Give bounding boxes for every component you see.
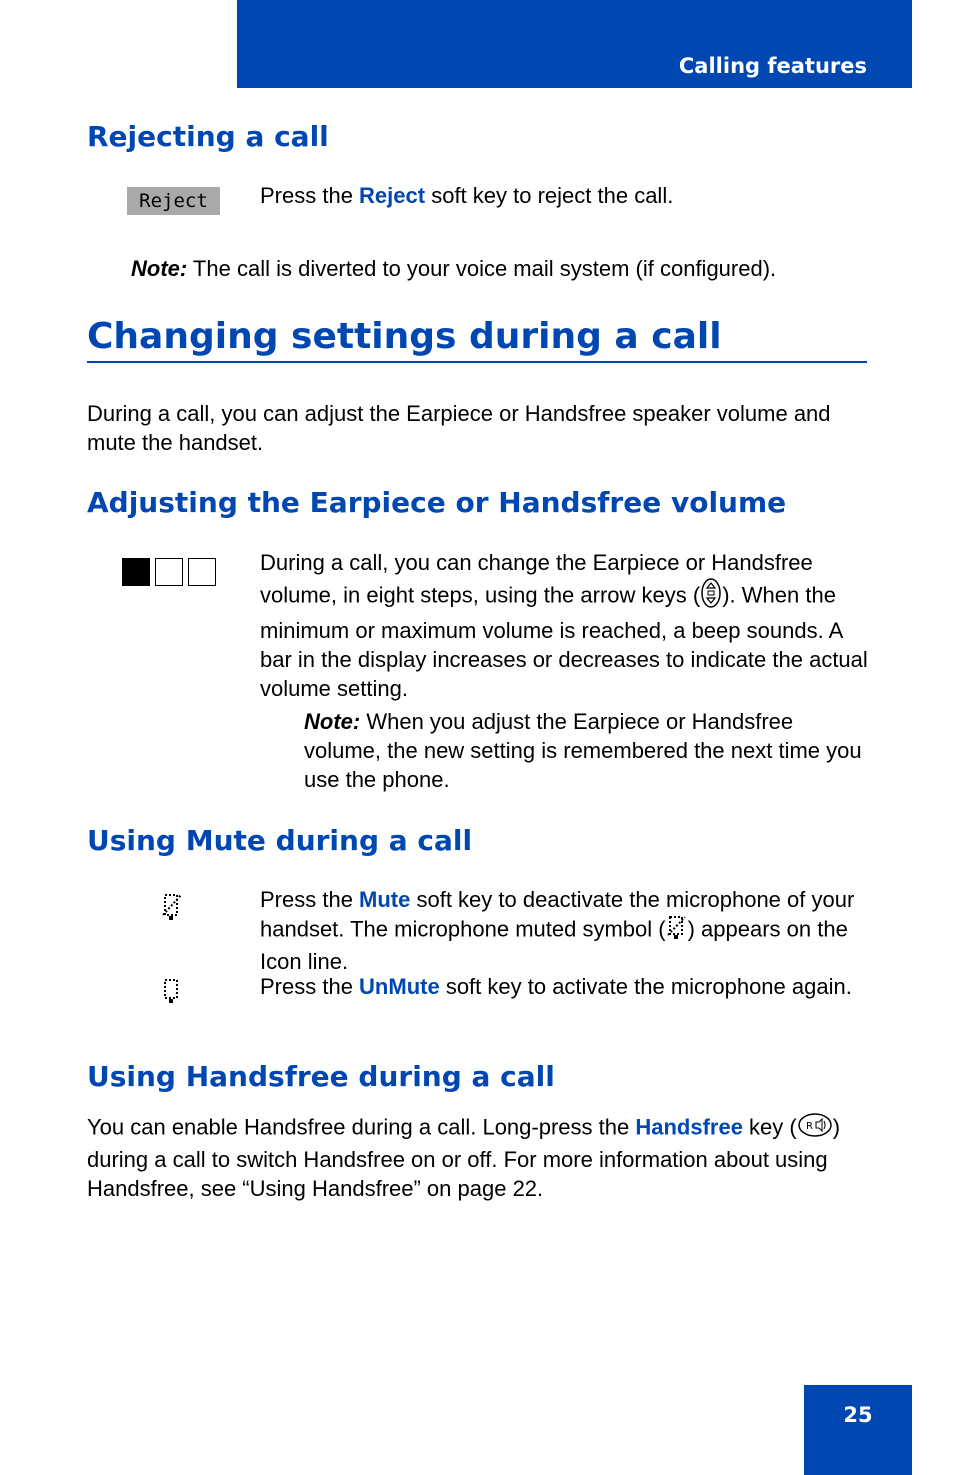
reject-softkey: Reject — [127, 187, 220, 215]
microphone-muted-icon — [160, 891, 184, 926]
arrow-keys-icon — [700, 577, 722, 616]
header-bar — [237, 0, 912, 88]
handsfree-text: You can enable Handsfree during a call. Long-press the Handsfree key ( R ) during a call to switch Handsfree on or off. For more information about using Handsfree, see “Using Handsfree” on page 22. — [87, 1112, 877, 1203]
svg-text:R: R — [805, 1121, 813, 1132]
page-number-box — [804, 1385, 912, 1475]
mute-key-name: Mute — [359, 887, 411, 912]
handsfree-key-name: Handsfree — [635, 1114, 743, 1140]
volume-text: During a call, you can change the Earpiece or Handsfree volume, in eight steps, using the arrow keys ( ). When the minimum or maximum volume is reached, a beep sounds. A bar in the display increases or decreases to indicate the actual volume setting. — [260, 550, 868, 701]
reject-instruction: Press the Reject soft key to reject the call. — [260, 183, 674, 208]
reject-note: Note: The call is diverted to your voice mail system (if configured). — [131, 256, 777, 281]
changing-heading: Changing settings during a call — [87, 316, 867, 363]
mute-instruction: Press the Mute soft key to deactivate the microphone of your handset. The microphone muted symbol ( ) appears on the Icon line. — [260, 887, 855, 974]
changing-intro: During a call, you can adjust the Earpiece or Handsfree speaker volume and mute the handset. — [87, 401, 831, 455]
page-number: 25 — [843, 1403, 873, 1427]
rejecting-heading: Rejecting a call — [87, 120, 329, 153]
unmute-key-name: UnMute — [359, 974, 440, 999]
volume-note: Note: When you adjust the Earpiece or Handsfree volume, the new setting is remembered the next time you use the phone. — [304, 709, 862, 792]
volume-step-filled — [122, 558, 150, 586]
handsfree-key-icon — [797, 1112, 833, 1145]
volume-heading: Adjusting the Earpiece or Handsfree volume — [87, 486, 787, 519]
unmute-instruction: Press the UnMute soft key to activate the microphone again. — [260, 974, 852, 999]
handsfree-heading: Using Handsfree during a call — [87, 1060, 555, 1093]
mute-heading: Using Mute during a call — [87, 824, 473, 857]
volume-bar-icon — [122, 558, 216, 586]
volume-step-empty — [155, 558, 183, 586]
reject-key-name: Reject — [359, 183, 426, 208]
volume-step-empty — [188, 558, 216, 586]
microphone-muted-inline-icon — [666, 914, 688, 947]
section-title: Calling features — [678, 54, 867, 78]
microphone-icon — [162, 977, 182, 1010]
